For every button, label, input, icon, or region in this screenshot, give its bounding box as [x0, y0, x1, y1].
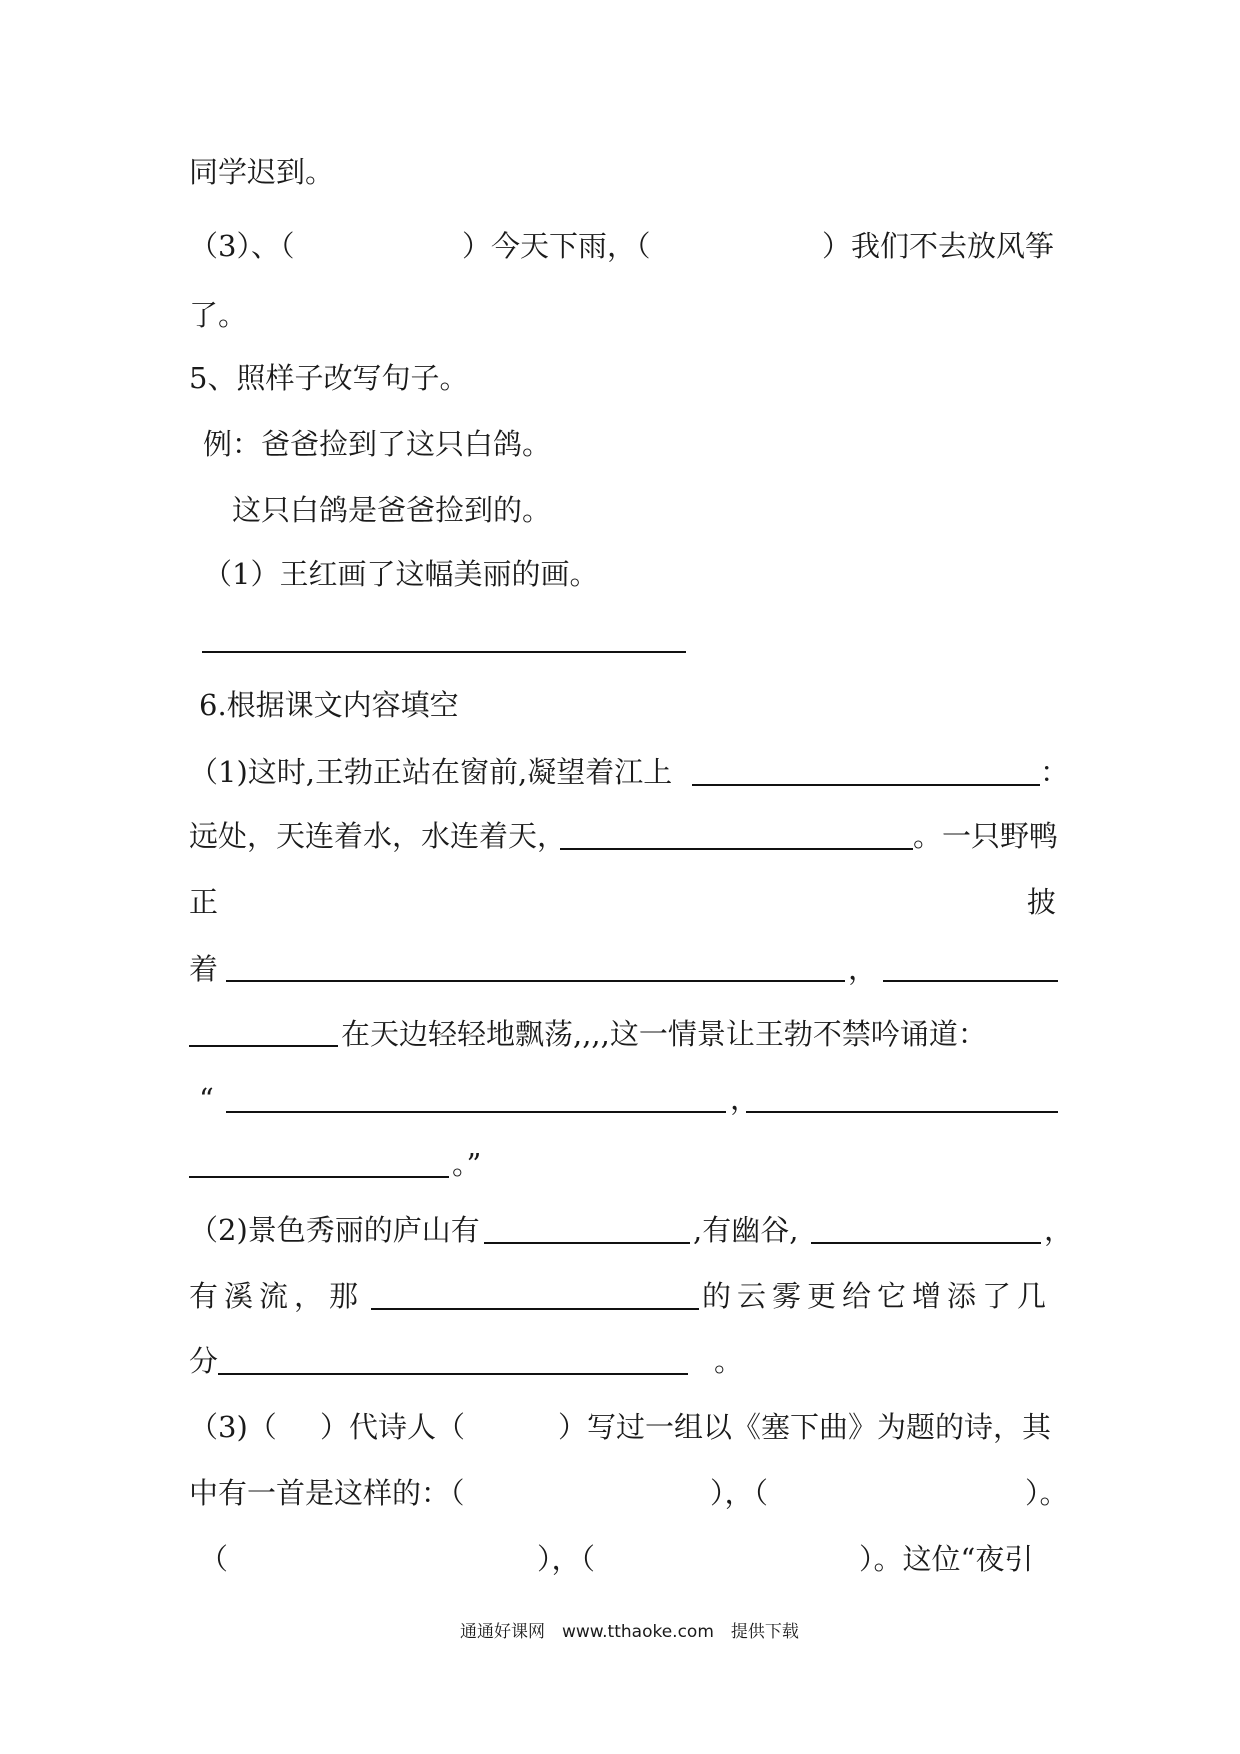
text-line: ）今天下雨，（ — [462, 229, 651, 263]
answer-blank[interactable] — [226, 980, 845, 982]
text-line: 的云雾更给它增添了几 — [702, 1279, 1053, 1313]
text-line: ,有幽谷, — [693, 1213, 799, 1247]
text-line: 。 — [714, 1344, 744, 1378]
text-line: 远处，天连着水，水连着天， — [189, 819, 567, 853]
answer-blank[interactable] — [189, 1045, 338, 1047]
text-line: ）我们不去放风筝 — [822, 229, 1055, 263]
example-answer: 这只白鸽是爸爸捡到的。 — [232, 493, 552, 527]
question-5-title: 5、照样子改写句子。 — [189, 361, 469, 395]
text-line: 有溪流，那 — [189, 1279, 365, 1313]
text-line: 披 — [1027, 885, 1057, 919]
text-line: 正 — [189, 885, 219, 919]
answer-blank[interactable] — [189, 1176, 449, 1178]
text-line: （1)这时,王勃正站在窗前,凝望着江上 — [189, 755, 673, 789]
text-line: 在天边轻轻地飘荡,,,,这一情景让王勃不禁吟诵道： — [341, 1017, 987, 1051]
text-line: 着 — [189, 952, 219, 986]
text-line: 中有一首是这样的：（ — [189, 1476, 465, 1510]
question-6-title: 6.根据课文内容填空 — [199, 688, 459, 722]
text-line: ）。这位“夜引 — [859, 1542, 1034, 1576]
answer-blank[interactable] — [811, 1242, 1041, 1244]
text-line: 。” — [452, 1147, 482, 1181]
text-line: ）。 — [1025, 1476, 1069, 1510]
text-line: 。一只野鸭 — [913, 819, 1059, 853]
text-line: ）写过一组以《塞下曲》为题的诗，其 — [558, 1410, 1052, 1444]
text-line: ， — [848, 952, 878, 986]
answer-blank[interactable] — [692, 784, 1040, 786]
text-line: 同学迟到。 — [189, 155, 335, 189]
text-line: ： — [1040, 755, 1070, 789]
footer-credit: 通通好课网 www.tthaoke.com 提供下载 — [460, 1622, 799, 1642]
answer-blank[interactable] — [560, 848, 913, 850]
text-line: 分 — [189, 1344, 219, 1378]
text-line: （ — [199, 1542, 229, 1576]
text-line: （3)（ — [189, 1410, 277, 1444]
text-line: ），（ — [710, 1476, 769, 1510]
text-line: ）代诗人（ — [320, 1410, 466, 1444]
answer-blank[interactable] — [226, 1111, 726, 1113]
question-item: （1）王红画了这幅美丽的画。 — [203, 557, 599, 591]
text-line: ， — [1044, 1213, 1074, 1247]
answer-blank[interactable] — [218, 1373, 688, 1375]
example-sentence: 例：爸爸捡到了这只白鸽。 — [203, 427, 552, 461]
text-line: ），（ — [537, 1542, 596, 1576]
text-line: （2)景色秀丽的庐山有 — [189, 1213, 480, 1247]
answer-blank[interactable] — [371, 1308, 699, 1310]
text-line: ， — [730, 1082, 760, 1116]
text-line: （3）、（ — [189, 229, 295, 263]
text-line: 了。 — [189, 298, 248, 332]
answer-blank[interactable] — [202, 651, 686, 653]
answer-blank[interactable] — [746, 1111, 1058, 1113]
text-line: “ — [199, 1082, 214, 1116]
answer-blank[interactable] — [883, 980, 1058, 982]
answer-blank[interactable] — [484, 1242, 690, 1244]
